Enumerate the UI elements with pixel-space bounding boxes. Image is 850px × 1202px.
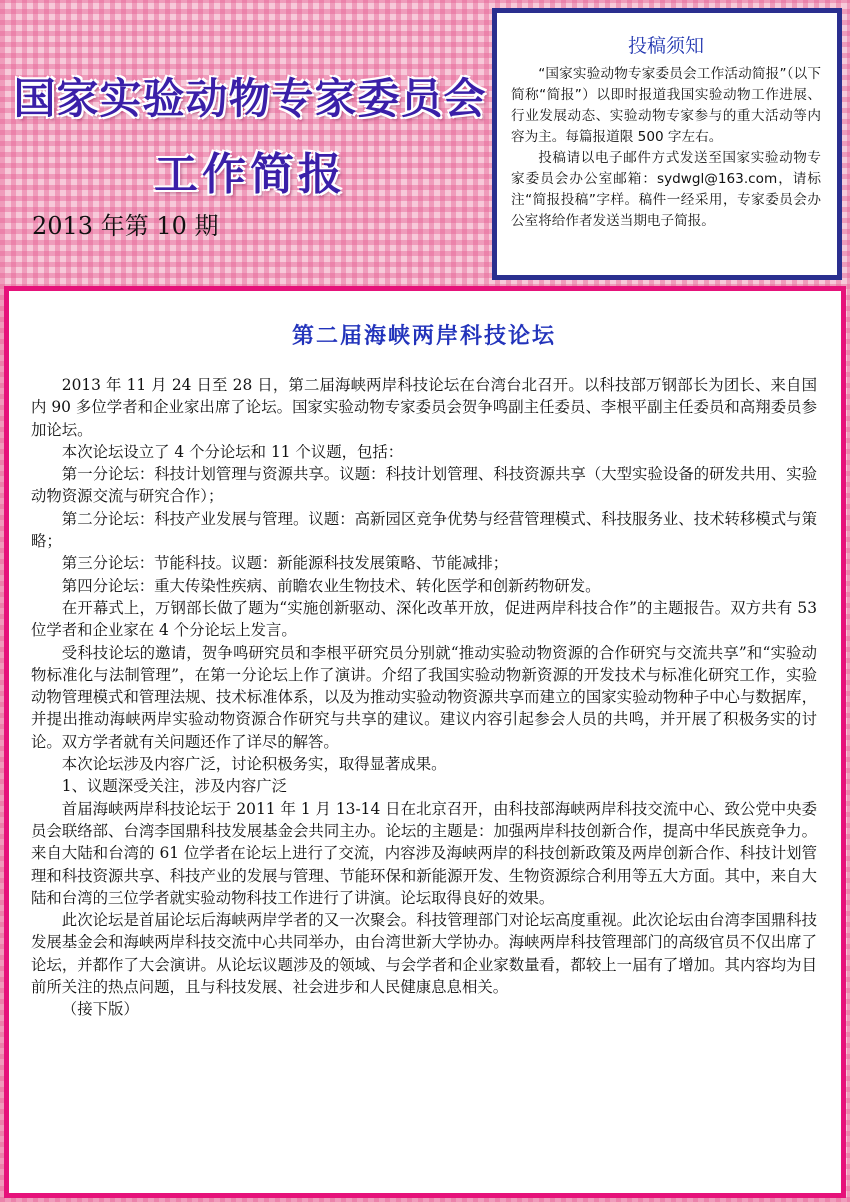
newsletter-title: 国家实验动物专家委员会 [13,74,487,123]
article-paragraph: 首届海峡两岸科技论坛于 2011 年 1 月 13-14 日在北京召开，由科技部海峡两岸科技交流中心、致公党中央委员会联络部、台湾李国鼎科技发展基金会共同主办。论坛的主题是：加强两岸科技创新合作，提高中华民族竞争力。来自大陆和台湾的 61 位学者在论坛上进行了交流，内容涉及海峡两岸的科技创新政策及两岸创新合作、科技计划管理和科技资源共享、科技产业的发展与管理、节能环保和新能源开发、生物资源综合利用等五大方面。其中，来自大陆和台湾的三位学者就实验动物科技工作进行了讲演。论坛取得良好的效果。 [31,799,817,907]
article-paragraph: 此次论坛是首届论坛后海峡两岸学者的又一次聚会。科技管理部门对论坛高度重视。此次论坛由台湾李国鼎科技发展基金会和海峡两岸科技交流中心共同举办，由台湾世新大学协办。海峡两岸科技管理部门的高级官员不仅出席了论坛，并都作了大会演讲。从论坛议题涉及的领域、与会学者和企业家数量看，都较上一届有了增加。其内容均为目前所关注的热点问题，且与科技发展、社会进步和人民健康息息相关。 [31,911,817,997]
article-paragraph: 在开幕式上，万钢部长做了题为“实施创新驱动、深化改革开放，促进两岸科技合作”的主题报告。双方共有 53 位学者和企业家在 4 个分论坛上发言。 [31,598,817,640]
article-paragraph: 第四分论坛：重大传染性疾病、前瞻农业生物技术、转化医学和创新药物研发。 [61,576,601,595]
submission-notice-content [497,13,837,275]
continued-note: （接下版） [61,1000,139,1019]
article-body [9,291,841,1193]
article-paragraph: 2013 年 11 月 24 日至 28 日，第二届海峡两岸科技论坛在台湾台北召开。以科技部万钢部长为团长、来自国内 90 多位学者和企业家出席了论坛。国家实验动物专家委员会贺争鸣副主任委员、李根平副主任委员和高翔委员参加论坛。 [31,376,817,439]
newsletter-subtitle: 工作简报 [154,149,346,200]
article-frame [4,286,846,1198]
article-paragraph: 第一分论坛：科技计划管理与资源共享。议题：科技计划管理、科技资源共享（大型实验设备的研发共用、实验动物资源交流与研究合作）； [31,465,817,506]
issue-number: 2013 年第 10 期 [32,212,219,240]
submission-notice-title: 投稿须知 [627,35,704,57]
article-section-heading: 1、议题深受关注，涉及内容广泛 [61,777,288,796]
article-paragraph: 本次论坛设立了 4 个分论坛和 11 个议题，包括： [61,442,404,461]
notice-paragraph: 投稿请以电子邮件方式发送至国家实验动物专家委员会办公室邮箱：sydwgl@163.com，请标注“简报投稿”字样。稿件一经采用，专家委员会办公室将给作者发送当期电子简报。 [511,150,821,229]
article-heading: 第二届海峡两岸科技论坛 [291,323,556,349]
article-paragraph: 第三分论坛：节能科技。议题：新能源科技发展策略、节能减排； [61,554,509,573]
article-paragraph: 受科技论坛的邀请，贺争鸣研究员和李根平研究员分别就“推动实验动物资源的合作研究与交流共享”和“实验动物标准化与法制管理”，在第一分论坛上作了演讲。介绍了我国实验动物新资源的开发技术与标准化研究工作，实验动物管理模式和管理法规、技术标准体系，以及为推动实验动物资源共享而建立的国家实验动物种子中心与数据库，并提出推动海峡两岸实验动物资源合作研究与共享的建议。建议内容引起参会人员的共鸣，并开展了积极务实的讨论。双方学者就有关问题还作了详尽的解答。 [31,643,817,751]
notice-paragraph: “国家实验动物专家委员会工作活动简报”（以下简称“简报”）以即时报道我国实验动物工作进展、行业发展动态、实验动物专家参与的重大活动等内容为主。每篇报道限 500 字左右。 [511,66,821,145]
submission-notice-box [492,8,842,280]
article-paragraph: 本次论坛涉及内容广泛，讨论积极务实，取得显著成果。 [61,755,447,774]
article-paragraph: 第二分论坛：科技产业发展与管理。议题：高新园区竞争优势与经营管理模式、科技服务业、技术转移模式与策略； [31,509,817,551]
